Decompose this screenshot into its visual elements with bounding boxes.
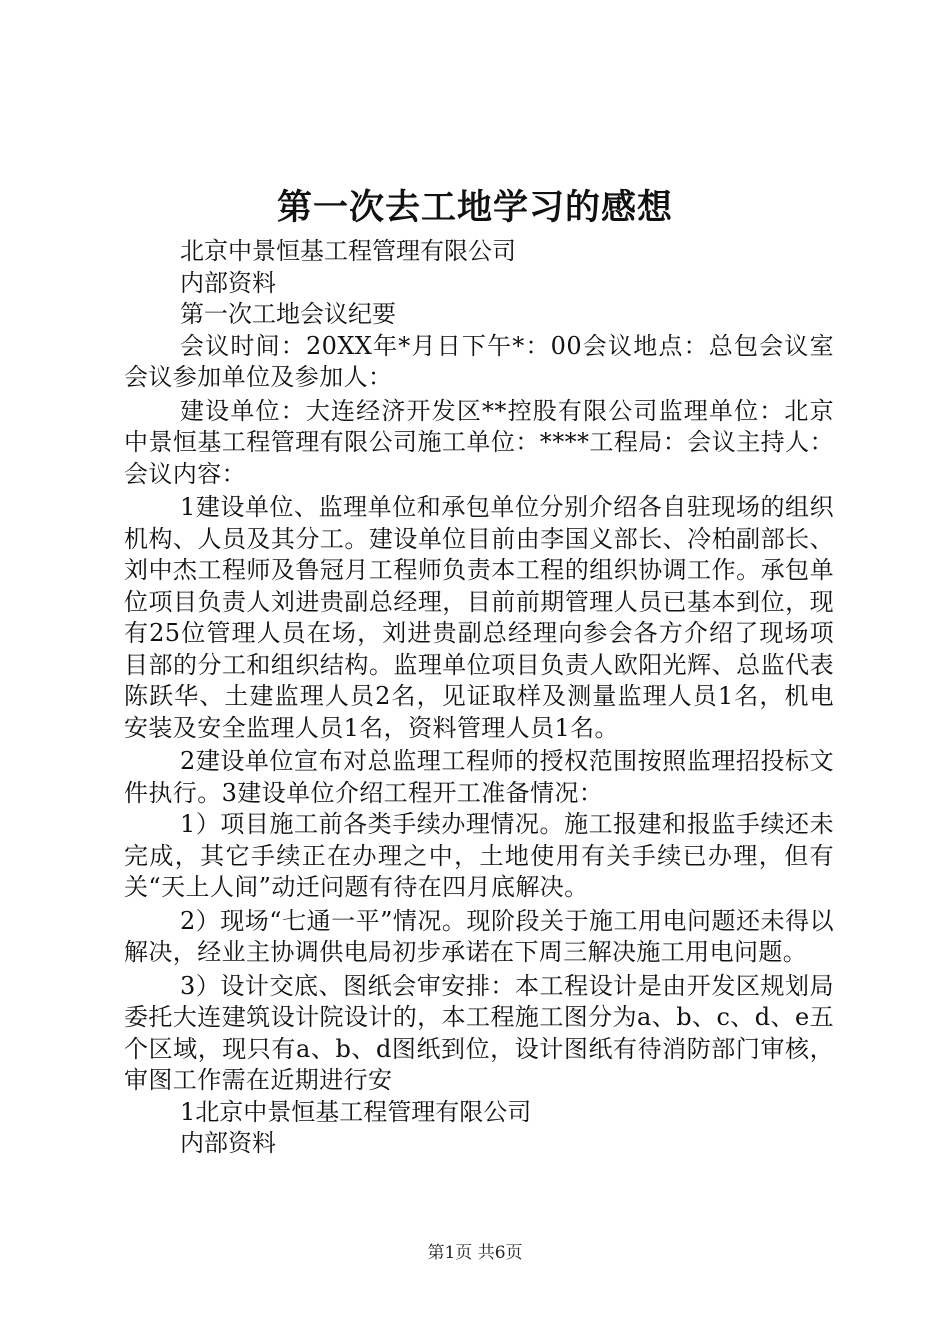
minutes-title-line: 第一次工地会议纪要	[180, 300, 396, 328]
item1-paragraph: 1建设单位、监理单位和承包单位分别介绍各自驻现场的组织机构、人员及其分工。建设单位目前由李国义部长、冷柏副部长、刘中杰工程师及鲁冠月工程师负责本工程的组织协调工作。承包单位项目负责人刘进贵副总经理，目前前期管理人员已基本到位，现有25位管理人员在场，刘进贵副总经理向参会各方介绍了现场项目部的分工和组织结构。监理单位项目负责人欧阳光辉、总监代表陈跃华、土建监理人员2名，见证取样及测量监理人员1名，机电安装及安全监理人员1名，资料管理人员1名。	[124, 493, 834, 742]
document-title: 第一次去工地学习的感想	[276, 187, 673, 228]
meeting-info-paragraph: 会议时间：20XX年*月日下午*：00会议地点：总包会议室会议参加单位及参加人：	[124, 331, 834, 391]
item2-paragraph: 2建设单位宣布对总监理工程师的授权范围按照监理招投标文件执行。3建设单位介绍工程开工准备情况：	[124, 747, 834, 807]
sub2-paragraph: 2）现场“七通一平”情况。现阶段关于施工用电问题还未得以解决，经业主协调供电局初步承诺在下周三解决施工用电问题。	[124, 906, 834, 966]
sub1-paragraph: 1）项目施工前各类手续办理情况。施工报建和报监手续还未完成，其它手续正在办理之中，土地使用有关手续已办理，但有关“天上人间”动迁问题有待在四月底解决。	[124, 810, 834, 901]
company-line: 北京中景恒基工程管理有限公司	[180, 237, 516, 265]
page-number-footer: 第1页 共6页	[427, 1243, 523, 1263]
trailing-internal-line: 内部资料	[180, 1129, 276, 1157]
document-body	[124, 236, 834, 1160]
trailing-company-line: 1北京中景恒基工程管理有限公司	[180, 1097, 532, 1126]
internal-line: 内部资料	[180, 268, 276, 297]
sub3-paragraph: 3）设计交底、图纸会审安排：本工程设计是由开发区规划局委托大连建筑设计院设计的，本工程施工图分为a、b、c、d、e五个区域，现只有a、b、d图纸到位，设计图纸有待消防部门审核，审图工作需在近期进行安	[124, 971, 834, 1094]
units-paragraph: 建设单位：大连经济开发区**控股有限公司监理单位：北京中景恒基工程管理有限公司施工单位：****工程局：会议主持人：会议内容：	[124, 396, 834, 488]
